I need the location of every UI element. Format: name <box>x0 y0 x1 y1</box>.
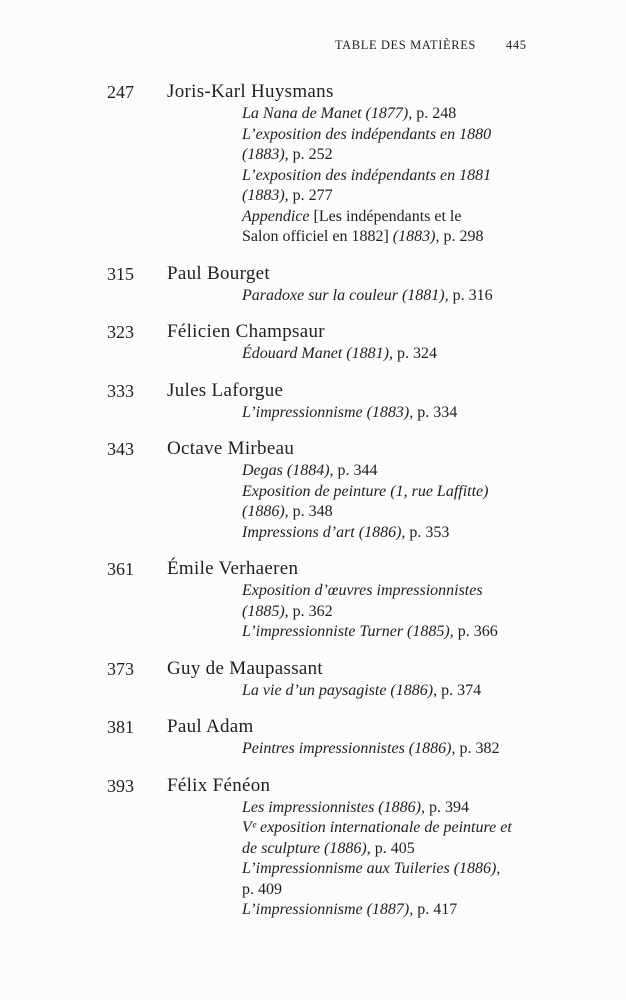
work-line <box>242 880 527 901</box>
entry-page-number: 393 <box>107 775 134 796</box>
work-line <box>242 125 527 146</box>
work-page-ref: p. 324 <box>392 345 437 362</box>
work-title-text: L’exposition des indépendants en 1881 <box>242 166 492 184</box>
entry-page-number: 315 <box>107 263 134 284</box>
entry-author: Octave Mirbeau <box>167 438 295 459</box>
work-page-ref: [Les indépendants et le <box>309 207 462 225</box>
entry-page-number: 361 <box>107 559 134 579</box>
work-title-text: de sculpture (1886), <box>242 839 371 857</box>
running-header <box>0 38 626 58</box>
work-list <box>242 798 527 921</box>
work-title-text: L’impressionnisme aux Tuileries (1886), <box>242 860 501 877</box>
work-line <box>242 622 527 643</box>
work-line <box>242 523 527 544</box>
work-list <box>242 286 527 307</box>
work-page-ref: p. 298 <box>439 228 484 245</box>
work-title-text: (1886), <box>242 503 289 520</box>
entry-author: Paul Adam <box>167 716 254 737</box>
work-line <box>242 482 527 503</box>
work-title-text: Les impressionnistes (1886), <box>242 798 425 816</box>
work-line <box>242 839 527 860</box>
work-page-ref: p. 344 <box>333 462 378 479</box>
entry-page-number: 247 <box>107 82 134 102</box>
work-page-ref: p. 348 <box>288 503 333 520</box>
toc-entry <box>0 320 626 365</box>
page-number: 445 <box>506 38 527 52</box>
work-title-text: Paradoxe sur la couleur (1881), <box>242 286 449 304</box>
work-page-ref: p. 382 <box>455 740 500 757</box>
work-line <box>242 286 527 307</box>
work-line <box>242 502 527 523</box>
work-title-text: (1883), <box>242 146 289 163</box>
work-line <box>242 104 527 125</box>
work-page-ref: p. 394 <box>424 798 469 816</box>
entry-author: Guy de Maupassant <box>167 657 324 679</box>
work-title-text: Impressions d’art (1886), <box>242 523 406 541</box>
work-line <box>242 581 527 602</box>
entry-author: Paul Bourget <box>167 262 270 284</box>
work-page-ref: p. 374 <box>437 681 482 699</box>
work-line <box>242 403 527 424</box>
work-line <box>242 186 527 207</box>
entry-author: Félix Fénéon <box>167 774 271 796</box>
work-page-ref: p. 417 <box>413 901 458 918</box>
running-title: TABLE DES MATIÈRES <box>334 38 476 52</box>
work-page-ref: p. 248 <box>412 105 457 122</box>
toc-entry <box>0 657 626 702</box>
work-page-ref: p. 362 <box>288 602 333 620</box>
work-list <box>242 403 527 424</box>
work-line <box>242 207 527 228</box>
work-title-text: L’impressionnisme (1887), <box>242 901 414 918</box>
work-line <box>242 859 527 880</box>
toc-entry <box>0 557 626 643</box>
work-page-ref: p. 277 <box>288 187 333 204</box>
work-title-text: L’exposition des indépendants en 1880 <box>242 125 492 143</box>
work-title-text: (1885), <box>242 602 289 620</box>
entry-page-number: 333 <box>107 380 134 401</box>
work-list <box>242 739 527 760</box>
entry-page-number: 323 <box>107 322 134 342</box>
work-page-ref: p. 252 <box>288 146 333 163</box>
work-page-ref: p. 353 <box>405 523 450 541</box>
work-title-text: Appendice <box>242 207 310 225</box>
work-page-ref: Salon officiel en 1882] <box>242 228 393 245</box>
toc-entry <box>0 80 626 248</box>
work-title-text: (1883), <box>242 187 289 204</box>
work-title-text: Édouard Manet (1881), <box>242 345 393 362</box>
work-line <box>242 227 527 248</box>
toc-entry <box>0 774 626 921</box>
work-line <box>242 344 527 365</box>
work-list <box>242 681 527 702</box>
toc-entry <box>0 262 626 307</box>
work-list <box>242 344 527 365</box>
entry-page-number: 381 <box>107 717 134 737</box>
work-line <box>242 798 527 819</box>
toc-entry <box>0 379 626 424</box>
work-title-text: L’impressionnisme (1883), <box>242 403 414 421</box>
entry-author: Jules Laforgue <box>167 379 284 401</box>
work-line <box>242 818 527 839</box>
work-page-ref: p. 316 <box>448 286 493 304</box>
entry-page-number: 373 <box>107 658 134 679</box>
work-line <box>242 900 527 921</box>
entry-author: Joris-Karl Huysmans <box>167 81 334 102</box>
work-page-ref: p. 366 <box>453 623 498 640</box>
work-list <box>242 581 527 643</box>
work-title-text: Degas (1884), <box>242 462 334 479</box>
work-title-text: Vᵉ exposition internationale de peinture et <box>242 819 512 836</box>
toc-entry <box>0 715 626 760</box>
work-line <box>242 602 527 623</box>
work-title-text: La Nana de Manet (1877), <box>242 105 413 122</box>
work-title-text: (1883), <box>392 228 440 245</box>
work-page-ref: p. 409 <box>242 880 282 898</box>
entry-author: Félicien Champsaur <box>167 321 325 342</box>
work-title-text: Peintres impressionnistes (1886), <box>242 740 456 757</box>
work-title-text: La vie d’un paysagiste (1886), <box>242 681 438 699</box>
work-line <box>242 681 527 702</box>
work-page-ref: p. 334 <box>413 403 458 421</box>
work-list <box>242 461 527 543</box>
table-of-contents <box>0 80 626 935</box>
entry-page-number: 343 <box>107 439 134 459</box>
work-line <box>242 166 527 187</box>
entry-author: Émile Verhaeren <box>167 558 299 579</box>
work-line <box>242 145 527 166</box>
work-page-ref: p. 405 <box>370 839 415 857</box>
toc-entry <box>0 437 626 543</box>
work-line <box>242 461 527 482</box>
work-line <box>242 739 527 760</box>
work-list <box>242 104 527 248</box>
work-title-text: Exposition d’œuvres impressionnistes <box>242 582 483 599</box>
work-title-text: Exposition de peinture (1, rue Laffitte) <box>242 482 489 500</box>
work-title-text: L’impressionniste Turner (1885), <box>242 623 454 640</box>
